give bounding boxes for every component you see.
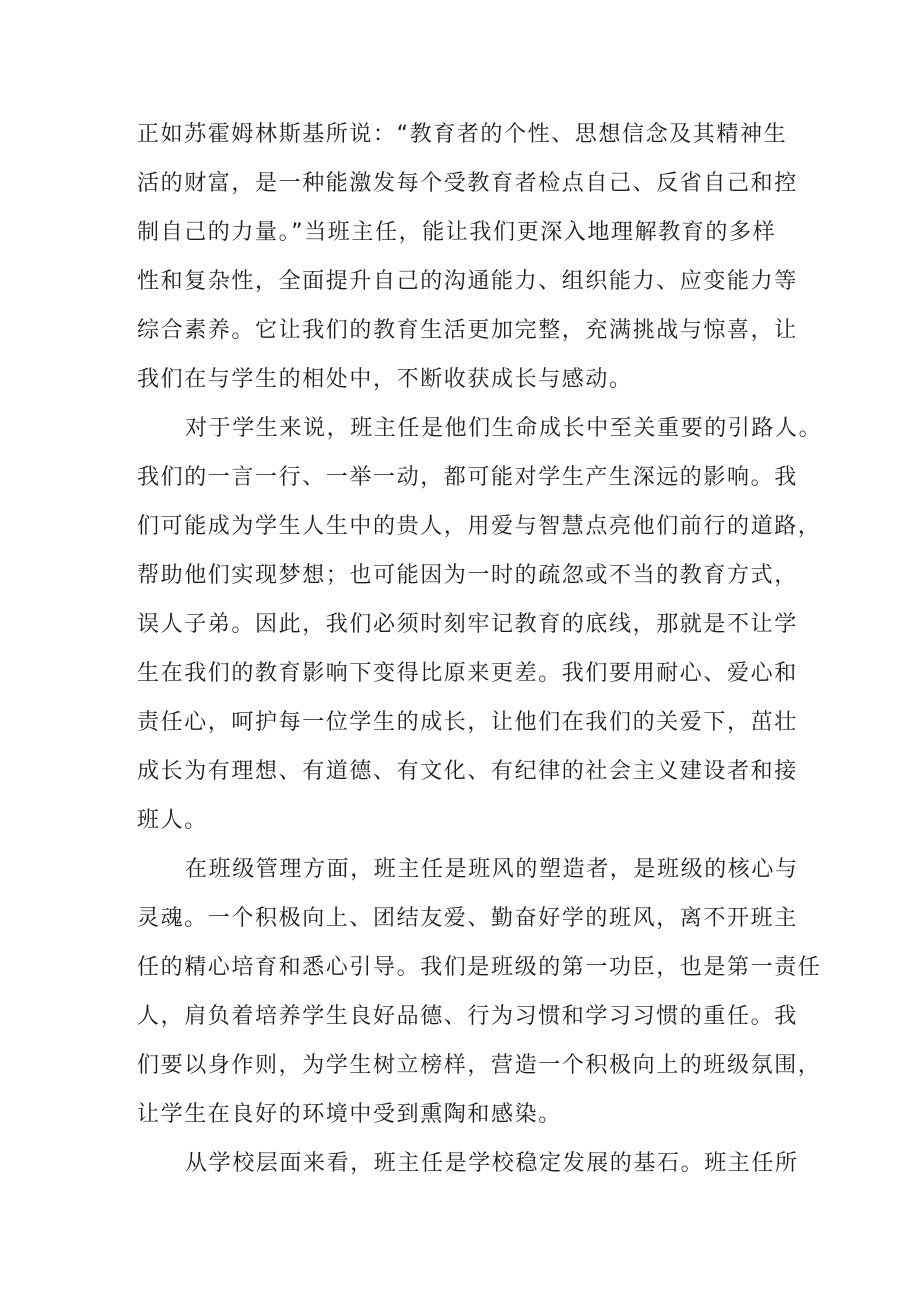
paragraph-1-line: 我们在与学生的相处中，不断收获成长与感动。 <box>137 367 633 392</box>
paragraph-2-first-line: 对于学生来说，班主任是他们生命成长中至关重要的引路人。 <box>185 416 823 441</box>
paragraph-3-line: 们要以身作则，为学生树立榜样，营造一个积极向上的班级氛围， <box>137 1053 822 1078</box>
paragraph-2-line: 成长为有理想、有道德、有文化、有纪律的社会主义建设者和接 <box>137 759 798 784</box>
paragraph-3-line: 任的精心培育和悉心引导。我们是班级的第一功臣，也是第一责任 <box>137 955 822 980</box>
paragraph-2-line: 们可能成为学生人生中的贵人，用爱与智慧点亮他们前行的道路， <box>137 514 822 539</box>
paragraph-3-line: 让学生在良好的环境中受到熏陶和感染。 <box>137 1102 562 1127</box>
paragraph-2-line: 我们的一言一行、一举一动，都可能对学生产生深远的影响。我 <box>137 465 798 490</box>
paragraph-2-line: 班人。 <box>137 808 208 833</box>
paragraph-3-line: 人，肩负着培养学生良好品德、行为习惯和学习习惯的重任。我 <box>137 1004 798 1029</box>
paragraph-4-first-line: 从学校层面来看，班主任是学校稳定发展的基石。班主任所 <box>185 1151 799 1176</box>
paragraph-3-first-line: 在班级管理方面，班主任是班风的塑造者，是班级的核心与 <box>185 857 799 882</box>
paragraph-1-line: 制自己的力量。”当班主任，能让我们更深入地理解教育的多样 <box>137 220 777 245</box>
paragraph-2-line: 帮助他们实现梦想；也可能因为一时的疏忽或不当的教育方式， <box>137 563 798 588</box>
document-body <box>137 110 823 1188</box>
paragraph-2-line: 责任心，呵护每一位学生的成长，让他们在我们的关爱下，茁壮 <box>137 710 798 735</box>
paragraph-2-line: 误人子弟。因此，我们必须时刻牢记教育的底线，那就是不让学 <box>137 612 798 637</box>
paragraph-1-line: 活的财富，是一种能激发每个受教育者检点自己、反省自己和控 <box>137 171 798 196</box>
paragraph-3-line: 灵魂。一个积极向上、团结友爱、勤奋好学的班风，离不开班主 <box>137 906 798 931</box>
paragraph-2-line: 生在我们的教育影响下变得比原来更差。我们要用耐心、爱心和 <box>137 661 798 686</box>
paragraph-1-line: 综合素养。它让我们的教育生活更加完整，充满挑战与惊喜，让 <box>137 318 798 343</box>
paragraph-1-line: 性和复杂性，全面提升自己的沟通能力、组织能力、应变能力等 <box>137 269 798 294</box>
paragraph-1-line: 正如苏霍姆林斯基所说：“教育者的个性、思想信念及其精神生 <box>137 122 788 147</box>
